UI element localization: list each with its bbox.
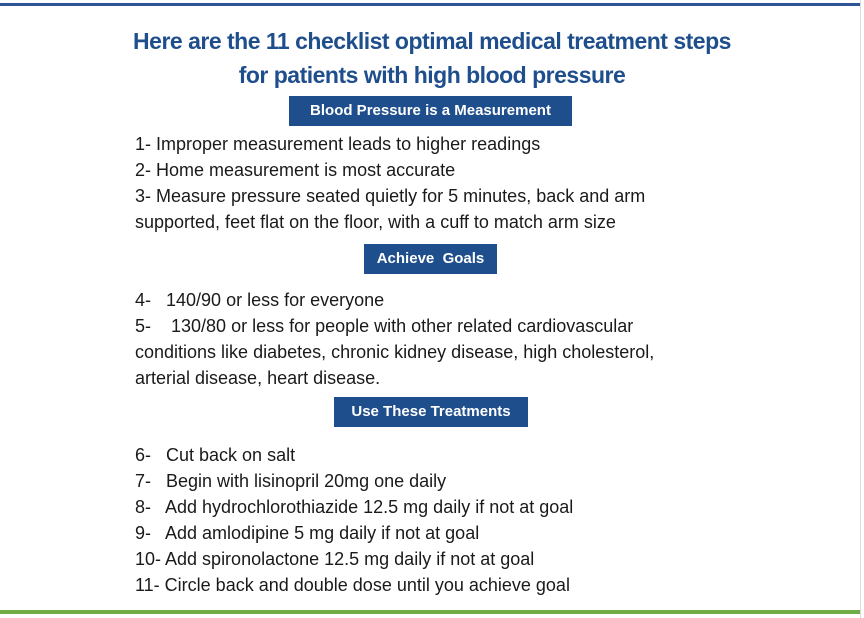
top-rule <box>0 3 860 6</box>
list-item: 9- Add amlodipine 5 mg daily if not at goal <box>135 523 480 543</box>
list-item: 10- Add spironolactone 12.5 mg daily if not at goal <box>135 549 535 569</box>
title-line-1: Here are the 11 checklist optimal medical treatment steps <box>133 28 731 54</box>
list-item: 4- 140/90 or less for everyone <box>135 290 385 310</box>
list-item: 5- 130/80 or less for people with other related cardiovascular <box>135 316 634 336</box>
section-header-goals: Achieve Goals <box>364 244 497 274</box>
list-item: 2- Home measurement is most accurate <box>135 160 456 180</box>
list-item: 11- Circle back and double dose until you achieve goal <box>135 575 570 595</box>
list-item: arterial disease, heart disease. <box>135 368 381 388</box>
measurement-list <box>135 131 735 235</box>
list-item: 7- Begin with lisinopril 20mg one daily <box>135 471 447 491</box>
list-item: 1- Improper measurement leads to higher readings <box>135 134 541 154</box>
treatments-list <box>135 442 735 598</box>
section-header-measurement: Blood Pressure is a Measurement <box>289 96 572 126</box>
list-item: 8- Add hydrochlorothiazide 12.5 mg daily if not at goal <box>135 497 574 517</box>
page-title <box>0 24 864 92</box>
page-edge <box>860 0 861 618</box>
section-header-treatments: Use These Treatments <box>334 397 528 427</box>
list-item: 3- Measure pressure seated quietly for 5 minutes, back and arm <box>135 186 646 206</box>
title-line-2: for patients with high blood pressure <box>238 62 626 88</box>
bottom-rule <box>0 610 860 614</box>
goals-list <box>135 287 735 391</box>
list-item: 6- Cut back on salt <box>135 445 296 465</box>
list-item: conditions like diabetes, chronic kidney disease, high cholesterol, <box>135 342 655 362</box>
list-item: supported, feet flat on the floor, with a cuff to match arm size <box>135 212 616 232</box>
